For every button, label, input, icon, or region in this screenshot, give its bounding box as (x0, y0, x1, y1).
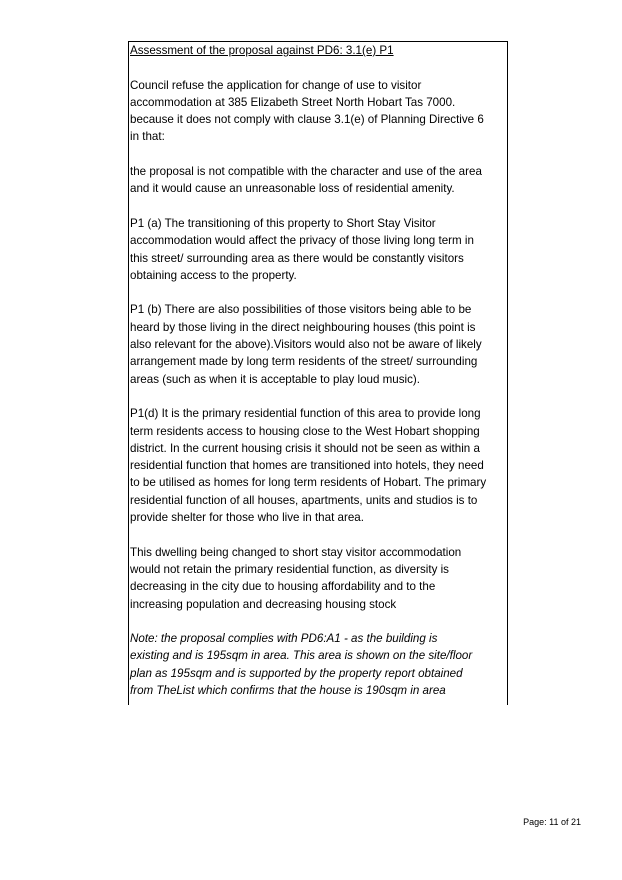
paragraph-intro: Council refuse the application for change of use to visitor accommodation at 385 Elizabeth Street North Hobart Tas 7000. because it does not comply with clause 3.1(e) of Planning Directive 6 in that: (130, 78, 484, 144)
section-heading: Assessment of the proposal against PD6: 3.1(e) P1 (130, 44, 394, 57)
paragraph-p1a: P1 (a) The transitioning of this property to Short Stay Visitor accommodation would affect the privacy of those living long term in this street/ surrounding area as there would be constantly visitors obtaining access to the property. (130, 216, 474, 282)
paragraph-dwelling: This dwelling being changed to short stay visitor accommodation would not retain the primary residential function, as diversity is decreasing in the city due to housing affordability and to the increasing population and decreasing housing stock (130, 545, 462, 611)
document-body (130, 42, 506, 717)
paragraph-note: Note: the proposal complies with PD6:A1 - as the building is existing and is 195sqm in area. This area is shown on the site/floor plan as 195sqm and is supported by the property report obtained from TheList which confirms that the house is 190sqm in area (130, 632, 473, 697)
paragraph-p1b: P1 (b) There are also possibilities of those visitors being able to be heard by those living in the direct neighbouring houses (this point is also relevant for the above).Visitors would also not be aware of likely arrangement made by long term residents of the street/ surrounding areas (such as when it is acceptable to play loud music). (130, 303, 482, 386)
page-number: Page: 11 of 21 (523, 817, 581, 827)
paragraph-p1d: P1(d) It is the primary residential function of this area to provide long term residents access to housing close to the West Hobart shopping district. In the current housing crisis it should not be seen as within a residential function that homes are transitioned into hotels, they need to be utilised as homes for long term residents of Hobart. The primary residential function of all houses, apartments, units and studios is to provide shelter for those who live in that area. (130, 407, 487, 525)
paragraph-reason: the proposal is not compatible with the character and use of the area and it would cause an unreasonable loss of residential amenity. (130, 165, 482, 196)
